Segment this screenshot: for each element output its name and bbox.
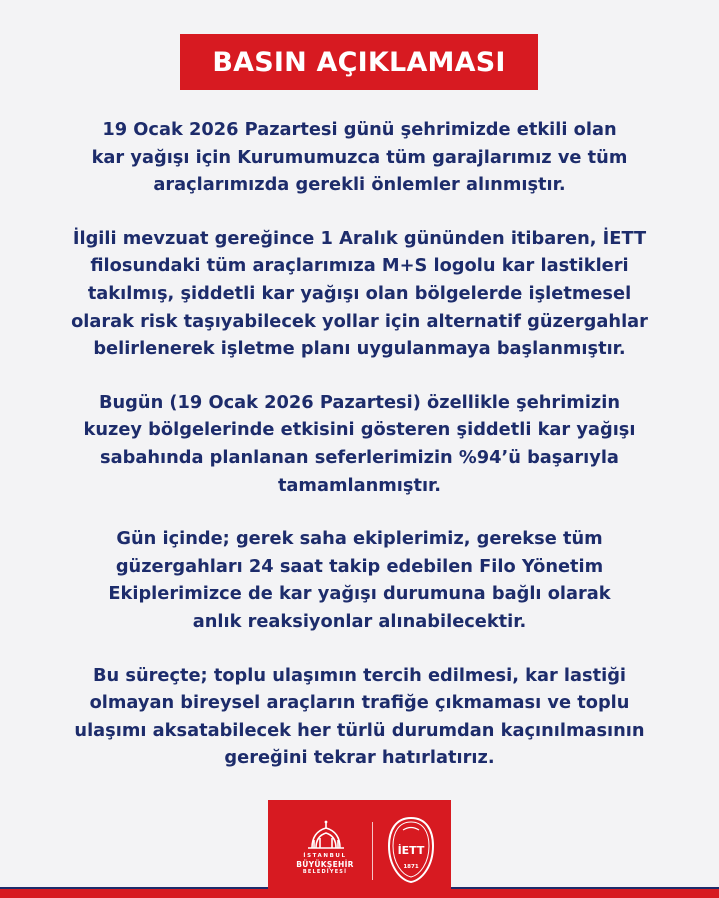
paragraph-line: olmayan bireysel araçların trafiğe çıkmaması ve toplu (89, 692, 630, 714)
paragraph-line: filosundaki tüm araçlarımıza M+S logolu kar lastikleri (90, 255, 629, 277)
iett-logo-year: 1871 (403, 864, 419, 870)
paragraph-line: anlık reaksiyonlar alınabilecektir. (192, 610, 527, 632)
paragraph-line: Ekiplerimizce de kar yağışı durumuna bağlı olarak (108, 583, 611, 605)
paragraph-3 (40, 389, 679, 499)
paragraph-line: Gün içinde; gerek saha ekiplerimiz, gerekse tüm (116, 528, 603, 550)
iett-logo-text: İETT (397, 844, 425, 857)
paragraph-line: ulaşımı aksatabilecek her türlü durumdan kaçınılmasının (74, 719, 645, 741)
paragraph-line: takılmış, şiddetli kar yağışı olan bölgelerde işletmesel (87, 282, 632, 304)
title-banner (180, 34, 538, 90)
paragraph-line: araçlarımızda gerekli önlemler alınmıştır. (153, 174, 566, 196)
paragraph-line: gereğini tekrar hatırlatırız. (224, 747, 495, 769)
paragraph-line: 19 Ocak 2026 Pazartesi günü şehrimizde etkili olan (102, 119, 617, 140)
ibb-logo-text (284, 853, 366, 876)
page-title: BASIN AÇIKLAMASI (212, 46, 506, 78)
paragraph-line: kar yağışı için Kurumumuzca tüm garajlarımız ve tüm (91, 146, 628, 168)
paragraph-line: belirlenerek işletme planı uygulanmaya başlanmıştır. (93, 338, 626, 360)
paragraph-line: sabahında planlanan seferlerimizin %94’ü başarıyla (100, 446, 619, 468)
paragraph-line: güzergahları 24 saat takip edebilen Filo Yönetim (115, 555, 604, 577)
paragraph-1 (40, 116, 679, 199)
paragraph-line: olarak risk taşıyabilecek yollar için alternatif güzergahlar (71, 310, 648, 332)
iett-logo-icon (386, 816, 436, 884)
ibb-logo-line3: BELEDİYESİ (302, 869, 348, 875)
paragraph-line: Bugün (19 Ocak 2026 Pazartesi) özellikle şehrimizin (98, 391, 621, 413)
paragraph-4 (40, 525, 679, 635)
paragraph-5 (40, 662, 679, 772)
footer-divider (372, 822, 373, 880)
paragraph-line: Bu süreçte; toplu ulaşımın tercih edilmesi, kar lastiği (92, 664, 627, 686)
paragraph-line: kuzey bölgelerinde etkisini gösteren şiddetli kar yağışı (83, 419, 636, 441)
ibb-logo-line2: BÜYÜKŞEHİR (296, 860, 354, 869)
ibb-logo-line1: İSTANBUL (303, 853, 347, 859)
paragraph-line: tamamlanmıştır. (277, 474, 442, 496)
paragraph-line: İlgili mevzuat gereğince 1 Aralık gününden itibaren, İETT (72, 227, 647, 249)
paragraph-2 (40, 225, 679, 363)
press-release-body (40, 116, 679, 798)
